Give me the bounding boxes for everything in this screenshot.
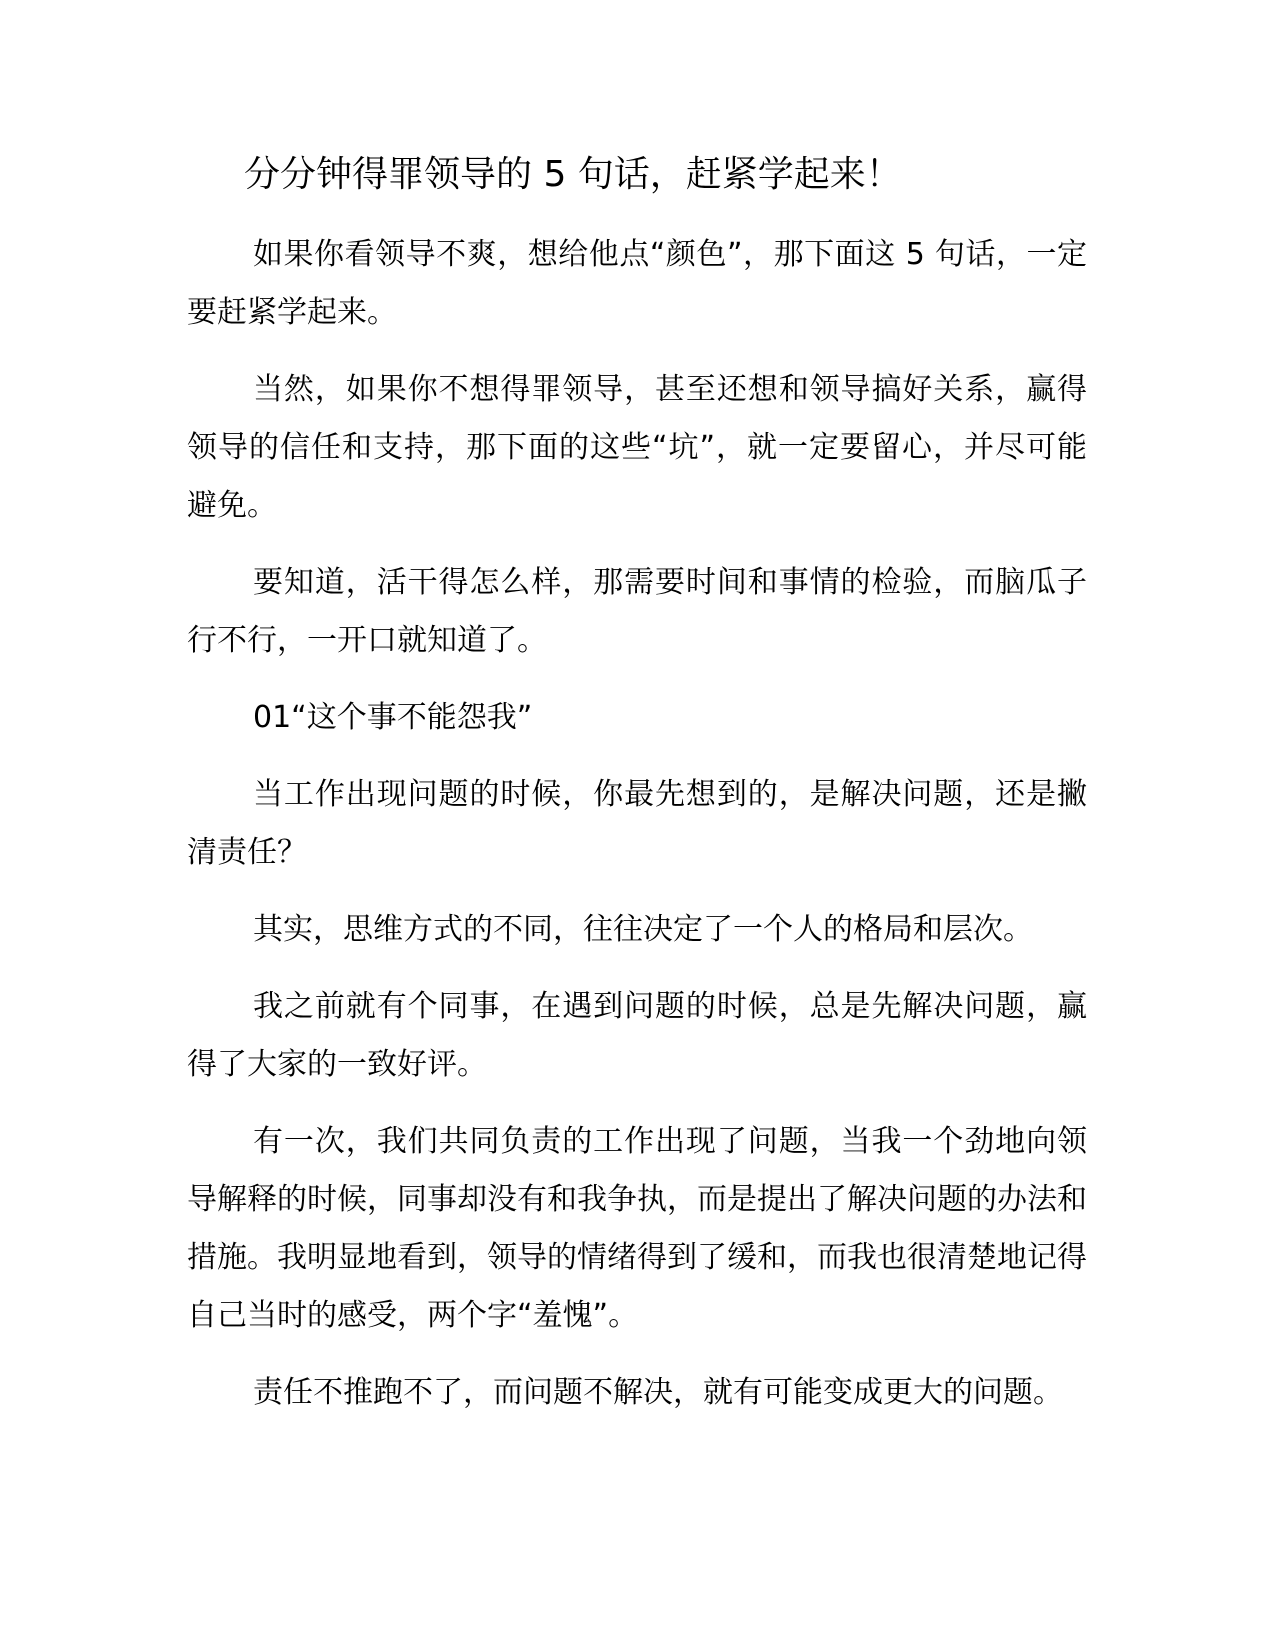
paragraph-thinking: 其实，思维方式的不同，往往决定了一个人的格局和层次。 bbox=[253, 912, 1033, 947]
paragraph-conclusion: 责任不推跑不了，而问题不解决，就有可能变成更大的问题。 bbox=[253, 1375, 1063, 1410]
paragraph-intro: 如果你看领导不爽，想给他点“颜色”，那下面这 5 句话，一定要赶紧学起来。 bbox=[187, 237, 1087, 330]
paragraph-story: 有一次，我们共同负责的工作出现了问题，当我一个劲地向领导解释的时候，同事却没有和我争执，而是提出了解决问题的办法和措施。我明显地看到，领导的情绪得到了缓和，而我也很清楚地记得自己当时的感受，两个字“羞愧”。 bbox=[187, 1124, 1087, 1333]
section-heading-01: 01“这个事不能怨我” bbox=[253, 700, 533, 735]
document-title: 分分钟得罪领导的 5 句话，赶紧学起来！ bbox=[244, 154, 902, 195]
paragraph-caution: 当然，如果你不想得罪领导，甚至还想和领导搞好关系，赢得领导的信任和支持，那下面的这些“坑”，就一定要留心，并尽可能避免。 bbox=[187, 372, 1087, 523]
paragraph-know: 要知道，活干得怎么样，那需要时间和事情的检验，而脑瓜子行不行，一开口就知道了。 bbox=[187, 565, 1087, 658]
document-body bbox=[187, 226, 1087, 1441]
paragraph-colleague: 我之前就有个同事，在遇到问题的时候，总是先解决问题，赢得了大家的一致好评。 bbox=[187, 989, 1087, 1082]
paragraph-question: 当工作出现问题的时候，你最先想到的，是解决问题，还是撇清责任？ bbox=[187, 777, 1087, 870]
